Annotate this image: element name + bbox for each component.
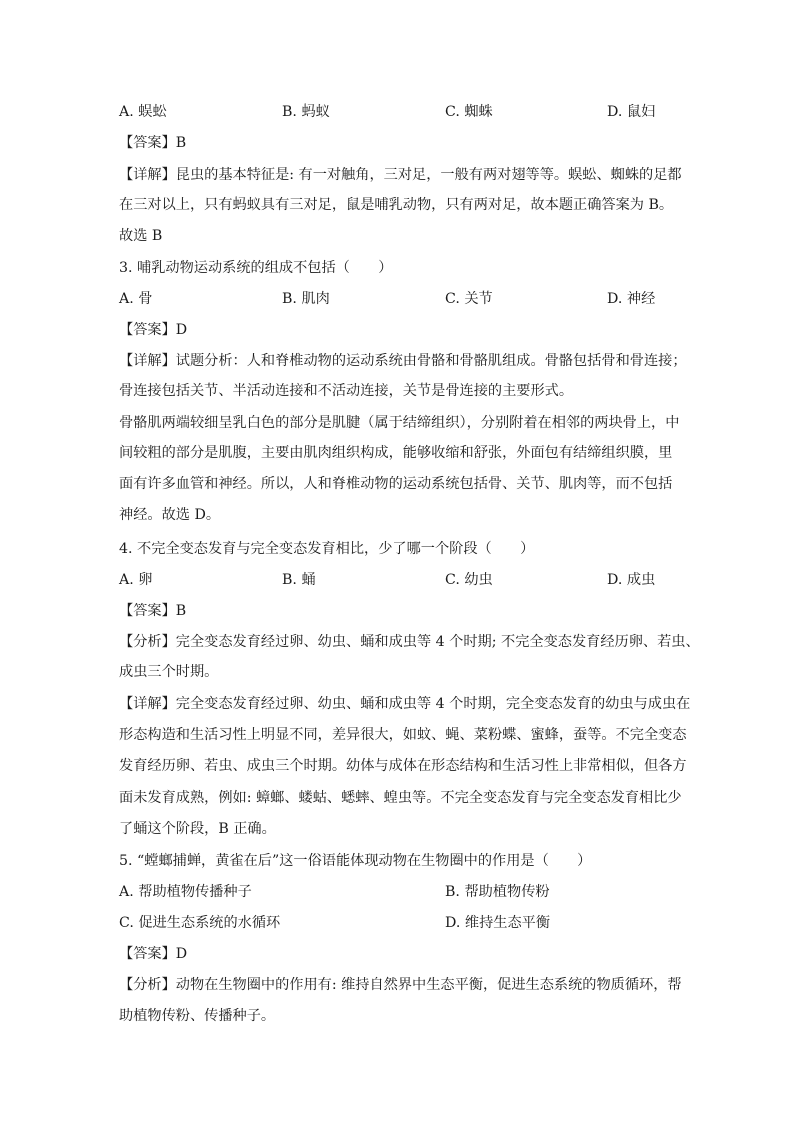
q5-option-b: B. 帮助植物传粉: [445, 884, 550, 900]
q3-detail-line: 面有许多血管和神经。所以，人和脊椎动物的运动系统包括骨、关节、肌肉等，而不包括: [119, 476, 673, 492]
q2-option-c: C. 蜘蛛: [445, 104, 493, 120]
q4-option-c: C. 幼虫: [445, 572, 493, 588]
q3-detail-line: 骨连接包括关节、半活动连接和不活动连接，关节是骨连接的主要形式。: [119, 383, 574, 399]
q3-option-b: B. 肌肉: [282, 291, 330, 307]
q2-option-d: D. 鼠妇: [607, 104, 656, 120]
q4-detail-line: 面未发育成熟，例如: 蟑螂、蝼蛄、蟋蟀、蝗虫等。不完全变态发育与完全变态发育相比少: [119, 790, 682, 806]
q3-answer: 【答案】D: [119, 322, 188, 338]
q2-option-b: B. 蚂蚁: [282, 104, 330, 120]
q2-detail-line: 在三对以上，只有蚂蚁具有三对足，鼠是哺乳动物，只有两对足，故本题正确答案为 B。: [119, 197, 674, 213]
q4-detail-line: 【详解】完全变态发育经过卵、幼虫、蛹和成虫等 4 个时期，完全变态发育的幼虫与成虫在: [119, 696, 691, 712]
q4-answer: 【答案】B: [119, 603, 187, 619]
q2-option-a: A. 蜈蚣: [119, 104, 167, 120]
q4-option-a: A. 卵: [119, 572, 153, 588]
q5-option-a: A. 帮助植物传播种子: [119, 884, 252, 900]
q2-answer: 【答案】B: [119, 135, 187, 151]
q2-detail-line: 故选 B: [119, 228, 163, 244]
q3-detail-line: 骨骼肌两端较细呈乳白色的部分是肌腱（属于结缔组织），分别附着在相邻的两块骨上，中: [119, 415, 680, 431]
q3-stem: 3. 哺乳动物运动系统的组成不包括（ ）: [119, 260, 393, 276]
q3-option-a: A. 骨: [119, 291, 153, 307]
q3-detail-line: 【详解】试题分析：人和脊椎动物的运动系统由骨骼和骨骼肌组成。骨骼包括骨和骨连接；: [119, 353, 687, 369]
q4-detail-line: 了蛹这个阶段，B 正确。: [119, 821, 276, 837]
q4-stem: 4. 不完全变态发育与完全变态发育相比，少了哪一个阶段（ ）: [119, 541, 535, 557]
q5-analysis-line: 【分析】动物在生物圈中的作用有: 维持自然界中生态平衡，促进生态系统的物质循环，帮: [119, 977, 682, 993]
q2-detail-line: 【详解】昆虫的基本特征是: 有一对触角，三对足，一般有两对翅等等。蜈蚣、蜘蛛的足都: [119, 167, 682, 183]
q5-stem: 5. “螳螂捕蝉，黄雀在后”这一俗语能体现动物在生物圈中的作用是（ ）: [119, 853, 592, 869]
q5-answer: 【答案】D: [119, 946, 188, 962]
q4-option-d: D. 成虫: [607, 572, 656, 588]
q5-option-d: D. 维持生态平衡: [445, 915, 551, 931]
q5-analysis-line: 助植物传粉、传播种子。: [119, 1008, 276, 1024]
q4-detail-line: 发育经历卵、若虫、成虫三个时期。幼体与成体在形态结构和生活习性上非常相似，但各方: [119, 758, 687, 774]
q3-option-c: C. 关节: [445, 291, 493, 307]
q3-detail-line: 间较粗的部分是肌腹，主要由肌肉组织构成，能够收缩和舒张，外面包有结缔组织膜，里: [119, 445, 673, 461]
q3-detail-line: 神经。故选 D。: [119, 507, 221, 523]
q3-option-d: D. 神经: [607, 291, 656, 307]
q4-analysis-line: 成虫三个时期。: [119, 664, 219, 680]
q4-analysis-line: 【分析】完全变态发育经过卵、幼虫、蛹和成虫等 4 个时期; 不完全变态发育经历卵、若虫、: [119, 634, 700, 650]
q4-option-b: B. 蛹: [282, 572, 316, 588]
q4-detail-line: 形态构造和生活习性上明显不同，差异很大，如蚊、蝇、菜粉蝶、蜜蜂，蚕等。不完全变态: [119, 727, 687, 743]
q5-option-c: C. 促进生态系统的水循环: [119, 915, 281, 931]
